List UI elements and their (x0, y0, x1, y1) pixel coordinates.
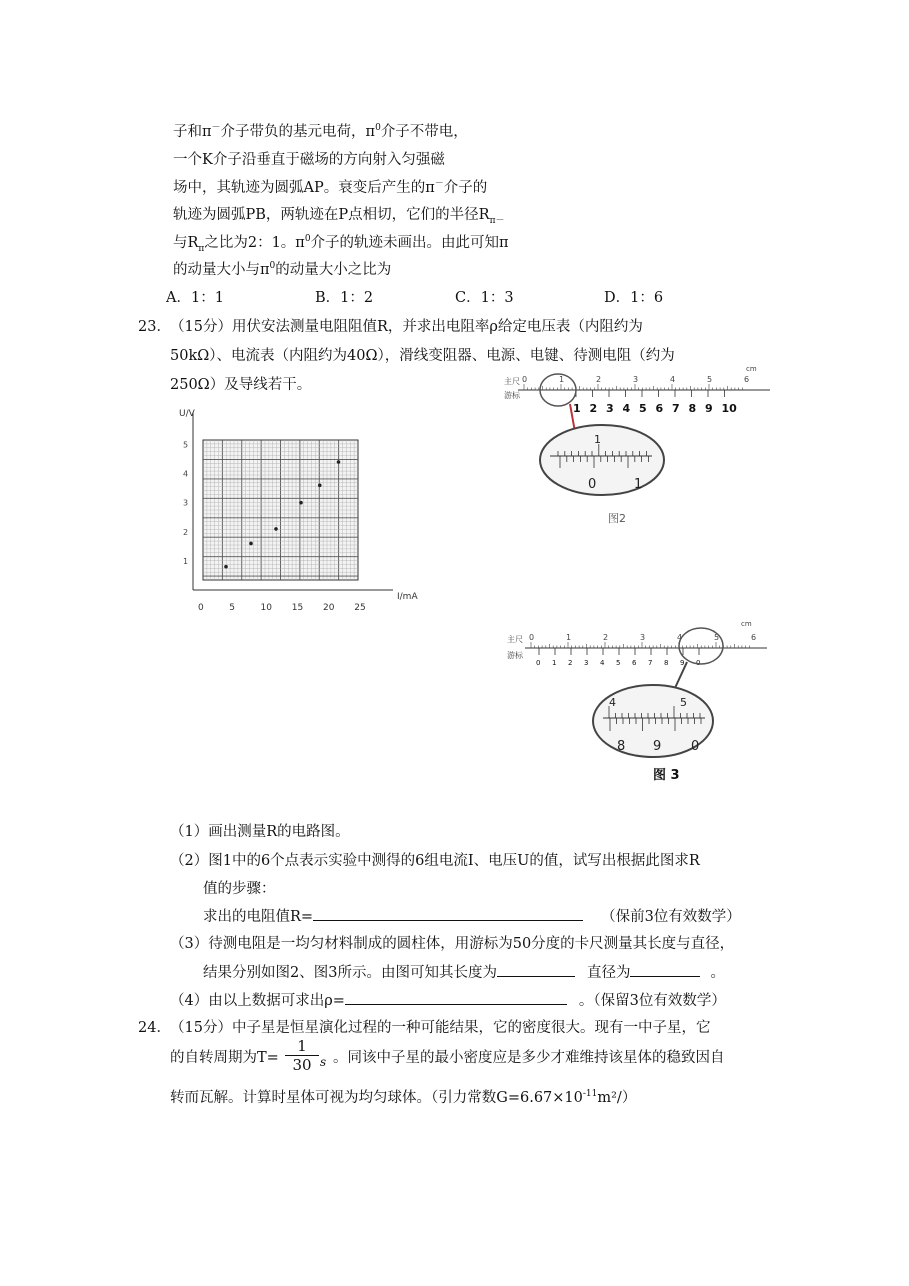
main-scale-number: 1 (566, 633, 572, 642)
vernier-scale-number: 9 (680, 659, 685, 667)
fig1-xtick-label: 0 (198, 603, 204, 613)
vernier-scale-number: 10 (721, 402, 737, 415)
fig1-xlabel: I/mA (397, 592, 418, 602)
vernier-scale-number: 1 (573, 402, 581, 415)
q24-number: 24． (138, 1020, 171, 1036)
fraction-numerator: 1 (297, 1037, 307, 1055)
choice-a: A．1：1 (166, 290, 224, 306)
fig3-main-label: 主尺 (507, 635, 523, 644)
fig1-data-point (337, 460, 341, 464)
main-scale-number: 5 (707, 375, 713, 384)
answer-blank-resistance[interactable] (313, 906, 583, 921)
vernier-scale-number: 2 (589, 402, 598, 415)
fig2-main-label: 主尺 (504, 377, 520, 386)
vernier-scale-number: 2 (568, 659, 573, 667)
vernier-scale-number: 8 (664, 659, 669, 667)
q23-sub-2b: 值的步骤： (203, 881, 276, 897)
fig1-xtick-label: 20 (323, 603, 335, 613)
q24-line-2b: 。同该中子星的最小密度应是多少才难维持该星体的稳致因自 (333, 1050, 725, 1066)
main-scale-number: 0 (522, 375, 528, 384)
vernier-scale-number: 7 (648, 659, 653, 667)
q23-sub-4: （4）由以上数据可求出ρ= 。（保留3位有效数学） (170, 990, 726, 1011)
main-scale-number: 0 (529, 633, 535, 642)
q23-sub-1: （1）画出测量R的电路图。 (170, 824, 350, 840)
vernier-scale-number: 1 (552, 659, 557, 667)
q23-line-3: 250Ω）及导线若干。 (170, 377, 312, 393)
main-scale-number: 4 (670, 375, 676, 384)
q24-line-2a: 的自转周期为T= (170, 1050, 279, 1066)
q24-frac-unit: s (320, 1055, 327, 1069)
q23-number: 23． (138, 319, 171, 335)
vernier-scale-number: 8 (688, 402, 697, 415)
fig2-unit: cm (746, 365, 757, 373)
fig2-caption: 图2 (608, 512, 626, 525)
vernier-scale-number: 0 (696, 659, 701, 667)
intro-line-6: 的动量大小与$\pi^0$的动量大小之比为 (173, 261, 392, 278)
fig1-xtick-label: 15 (291, 603, 304, 613)
main-scale-number: 2 (603, 633, 609, 642)
answer-blank-resistivity[interactable] (345, 990, 567, 1005)
vernier-scale-number: 3 (584, 659, 589, 667)
intro-line-5: 与$R_\pi$之比为2：1。$\pi^0$介子的轨迹未画出。由此可知π (173, 234, 509, 254)
fig3-caption: 图 3 (653, 768, 680, 783)
q23-line-1: （15分）用伏安法测量电阻阻值R，并求出电阻率ρ给定电压表（内阻约为 (170, 319, 643, 335)
fig3-unit: cm (741, 620, 752, 628)
fig2-zoom-bottom-1: 1 (634, 477, 643, 492)
q23-sub-3a: （3）待测电阻是一均匀材料制成的圆柱体，用游标为50分度的卡尺测量其长度与直径， (170, 936, 735, 952)
q24-line-1: （15分）中子星是恒星演化过程的一种可能结果，它的密度很大。现有一中子星，它 (170, 1020, 711, 1036)
fig1-ytick-label: 5 (183, 440, 189, 450)
figure-3-caliper (505, 618, 775, 786)
fig2-zoom-ellipse (540, 425, 664, 495)
vernier-scale-number: 9 (705, 402, 713, 415)
main-scale-number: 6 (751, 633, 757, 642)
fig1-xtick-label: 10 (260, 603, 272, 613)
fig1-xtick-label: 5 (229, 603, 235, 613)
fig1-data-point (318, 483, 322, 487)
fig1-data-point (249, 542, 253, 546)
fig1-data-point (274, 527, 278, 531)
intro-line-4: 轨迹为圆弧PB，两轨迹在P点相切，它们的半径$R_{\pi-}$ (173, 207, 505, 226)
fig1-ytick-label: 4 (183, 469, 189, 479)
fig2-zoom-top: 1 (594, 433, 601, 446)
choice-c: C．1：3 (455, 290, 514, 306)
fig1-ylabel: U/V (179, 409, 195, 419)
vernier-scale-number: 4 (600, 659, 605, 667)
fig3-zoom-bottom-1: 9 (653, 739, 662, 754)
q23-sub-2a: （2）图1中的6个点表示实验中测得的6组电流I、电压U的值，试写出根据此图求R (170, 853, 700, 869)
q23-line-2: 50kΩ）、电流表（内阻约为40Ω），滑线变阻器、电源、电键、待测电阻（约为 (170, 348, 675, 364)
fig3-zoom-top-1: 5 (680, 696, 687, 709)
fig1-ytick-label: 2 (183, 527, 189, 537)
fig3-zoom-bottom-0: 8 (617, 739, 626, 754)
main-scale-number: 2 (596, 375, 602, 384)
fig2-vernier-label: 游标 (504, 391, 520, 400)
fig1-xtick-label: 25 (354, 603, 366, 613)
vernier-scale-number: 6 (655, 402, 664, 415)
main-scale-number: 1 (559, 375, 565, 384)
choice-d: D．1：6 (604, 290, 664, 306)
fig1-ytick-label: 1 (183, 556, 189, 566)
fig2-zoom-bottom-0: 0 (588, 477, 597, 492)
main-scale-number: 5 (714, 633, 720, 642)
main-scale-number: 3 (640, 633, 646, 642)
fig3-vernier-label: 游标 (507, 651, 523, 660)
intro-line-3: 场中，其轨迹为圆弧AP。衰变后产生的π－介子的 (173, 179, 488, 196)
fraction-denominator: 30 (285, 1055, 319, 1074)
intro-line-2: 一个K介子沿垂直于磁场的方向射入匀强磁 (173, 152, 445, 168)
answer-blank-length[interactable] (497, 962, 575, 977)
fig1-data-point (224, 565, 228, 569)
vernier-scale-number: 4 (622, 402, 631, 415)
main-scale-number: 3 (633, 375, 639, 384)
fig3-zoom-top-0: 4 (609, 696, 616, 709)
figure-1-graph (175, 402, 440, 622)
vernier-scale-number: 5 (639, 402, 647, 415)
vernier-scale-number: 0 (536, 659, 541, 667)
q23-sub-2c: 求出的电阻值R= （保前3位有效数学） (203, 906, 741, 927)
vernier-scale-number: 3 (606, 402, 614, 415)
choice-b: B．1：2 (315, 290, 374, 306)
vernier-scale-number: 5 (616, 659, 621, 667)
main-scale-number: 6 (744, 375, 750, 384)
fig3-zoom-bottom-2: 0 (691, 739, 700, 754)
q23-sub-3b: 结果分别如图2、图3所示。由图可知其长度为 直径为 。 (203, 962, 725, 983)
answer-blank-diameter[interactable] (630, 962, 700, 977)
fig1-ytick-label: 3 (183, 498, 189, 508)
q24-fraction (285, 1038, 319, 1074)
fig1-data-point (299, 501, 303, 505)
vernier-scale-number: 6 (632, 659, 637, 667)
figure-2-caliper (500, 362, 790, 534)
vernier-scale-number: 7 (672, 402, 680, 415)
q24-line-3: 转而瓦解。计算时星体可视为均匀球体。（引力常数$G=6.67\times 10^{-11}m^2/$） (170, 1089, 637, 1106)
main-scale-number: 4 (677, 633, 683, 642)
intro-line-1: 子和π－介子带负的基元电荷，$\pi^0$介子不带电， (173, 123, 468, 140)
